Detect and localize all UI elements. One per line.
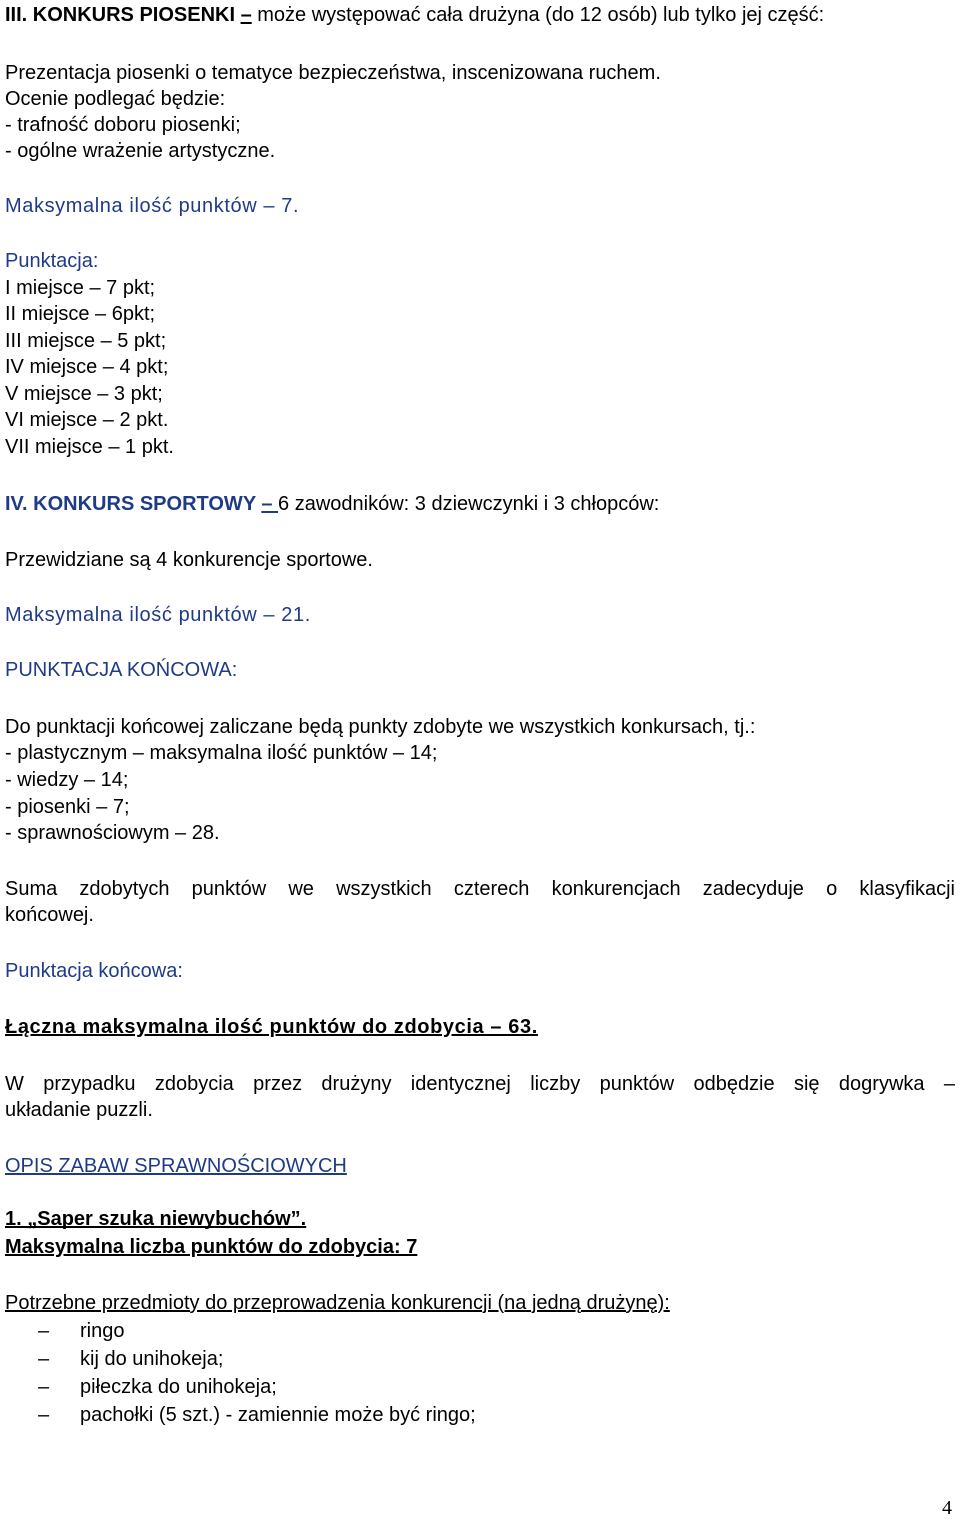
section-4-max-points: Maksymalna ilość punktów – 21. <box>5 604 311 626</box>
section-3-criteria-label: Ocenie podlegać będzie: <box>5 88 226 110</box>
final-item-fitness: - sprawnościowym – 28. <box>5 822 220 844</box>
section-3-scoring-title: Punktacja: <box>5 250 99 272</box>
game-1-max-points: Maksymalna liczba punktów do zdobycia: 7 <box>5 1236 418 1258</box>
place-1-points: I miejsce – 7 pkt; <box>5 277 156 299</box>
games-title: OPIS ZABAW SPRAWNOŚCIOWYCH <box>5 1155 347 1177</box>
tie-break-line-1: W przypadku zdobycia przez drużyny identycznej liczby punktów odbędzie się dogrywka – <box>5 1073 955 1095</box>
final-sum-line-2: końcowej. <box>5 904 94 926</box>
final-item-art: - plastycznym – maksymalna ilość punktów – 14; <box>5 742 438 764</box>
equipment-item <box>5 1374 277 1400</box>
final-sum-line-1: Suma zdobytych punktów we wszystkich czterech konkurencjach zadecyduje o klasyfikacji <box>5 878 955 900</box>
equipment-item <box>5 1346 223 1372</box>
section-3-participants: może występować cała drużyna (do 12 osób) lub tylko jej część: <box>251 4 825 26</box>
section-3-heading <box>5 2 824 28</box>
dash-bullet-icon: – <box>38 1404 50 1426</box>
section-4-participants: 6 zawodników: 3 dziewczynki i 3 chłopców: <box>278 493 660 515</box>
page-number: 4 <box>942 1497 952 1519</box>
place-6-points: VI miejsce – 2 pkt. <box>5 409 169 431</box>
final-item-knowledge: - wiedzy – 14; <box>5 769 129 791</box>
dash-bullet-icon: – <box>38 1376 50 1398</box>
final-scoring-subtitle: Punktacja końcowa: <box>5 960 183 982</box>
dash-bullet-icon: – <box>38 1348 50 1370</box>
section-4-heading <box>5 491 659 517</box>
final-scoring-intro: Do punktacji końcowej zaliczane będą punkty zdobyte we wszystkich konkursach, tj.: <box>5 716 756 738</box>
section-3-title-dash: – <box>240 4 252 26</box>
section-3-criterion-2: - ogólne wrażenie artystyczne. <box>5 140 276 162</box>
equipment-item-label: ringo <box>80 1320 125 1342</box>
place-2-points: II miejsce – 6pkt; <box>5 303 156 325</box>
equipment-item <box>5 1318 124 1344</box>
section-4-title-dash: – <box>261 493 279 515</box>
section-4-title: IV. KONKURS SPORTOWY <box>5 493 262 515</box>
equipment-item-label: piłeczka do unihokeja; <box>80 1376 277 1398</box>
section-3-max-points: Maksymalna ilość punktów – 7. <box>5 195 300 217</box>
equipment-item-label: kij do unihokeja; <box>80 1348 224 1370</box>
game-1-title-text: 1. „Saper szuka niewybuchów”. <box>5 1208 307 1230</box>
dash-bullet-icon: – <box>38 1320 50 1342</box>
section-4-description: Przewidziane są 4 konkurencje sportowe. <box>5 549 373 571</box>
tie-break-line-2: układanie puzzli. <box>5 1099 153 1121</box>
section-3-criterion-1: - trafność doboru piosenki; <box>5 114 241 136</box>
place-7-points: VII miejsce – 1 pkt. <box>5 436 174 458</box>
section-3-title: III. KONKURS PIOSENKI <box>5 4 241 26</box>
game-1-equipment-title: Potrzebne przedmioty do przeprowadzenia konkurencji (na jedną drużynę): <box>5 1292 670 1314</box>
section-3-description: Prezentacja piosenki o tematyce bezpieczeństwa, inscenizowana ruchem. <box>5 62 661 84</box>
total-max-points: Łączna maksymalna ilość punktów do zdobycia – 63. <box>5 1016 538 1038</box>
place-4-points: IV miejsce – 4 pkt; <box>5 356 169 378</box>
place-5-points: V miejsce – 3 pkt; <box>5 383 163 405</box>
game-1-title <box>5 1206 306 1232</box>
equipment-item <box>5 1402 476 1428</box>
place-3-points: III miejsce – 5 pkt; <box>5 330 167 352</box>
equipment-item-label: pachołki (5 szt.) - zamiennie może być ringo; <box>80 1404 476 1426</box>
final-item-song: - piosenki – 7; <box>5 796 130 818</box>
final-scoring-title: PUNKTACJA KOŃCOWA: <box>5 659 238 681</box>
